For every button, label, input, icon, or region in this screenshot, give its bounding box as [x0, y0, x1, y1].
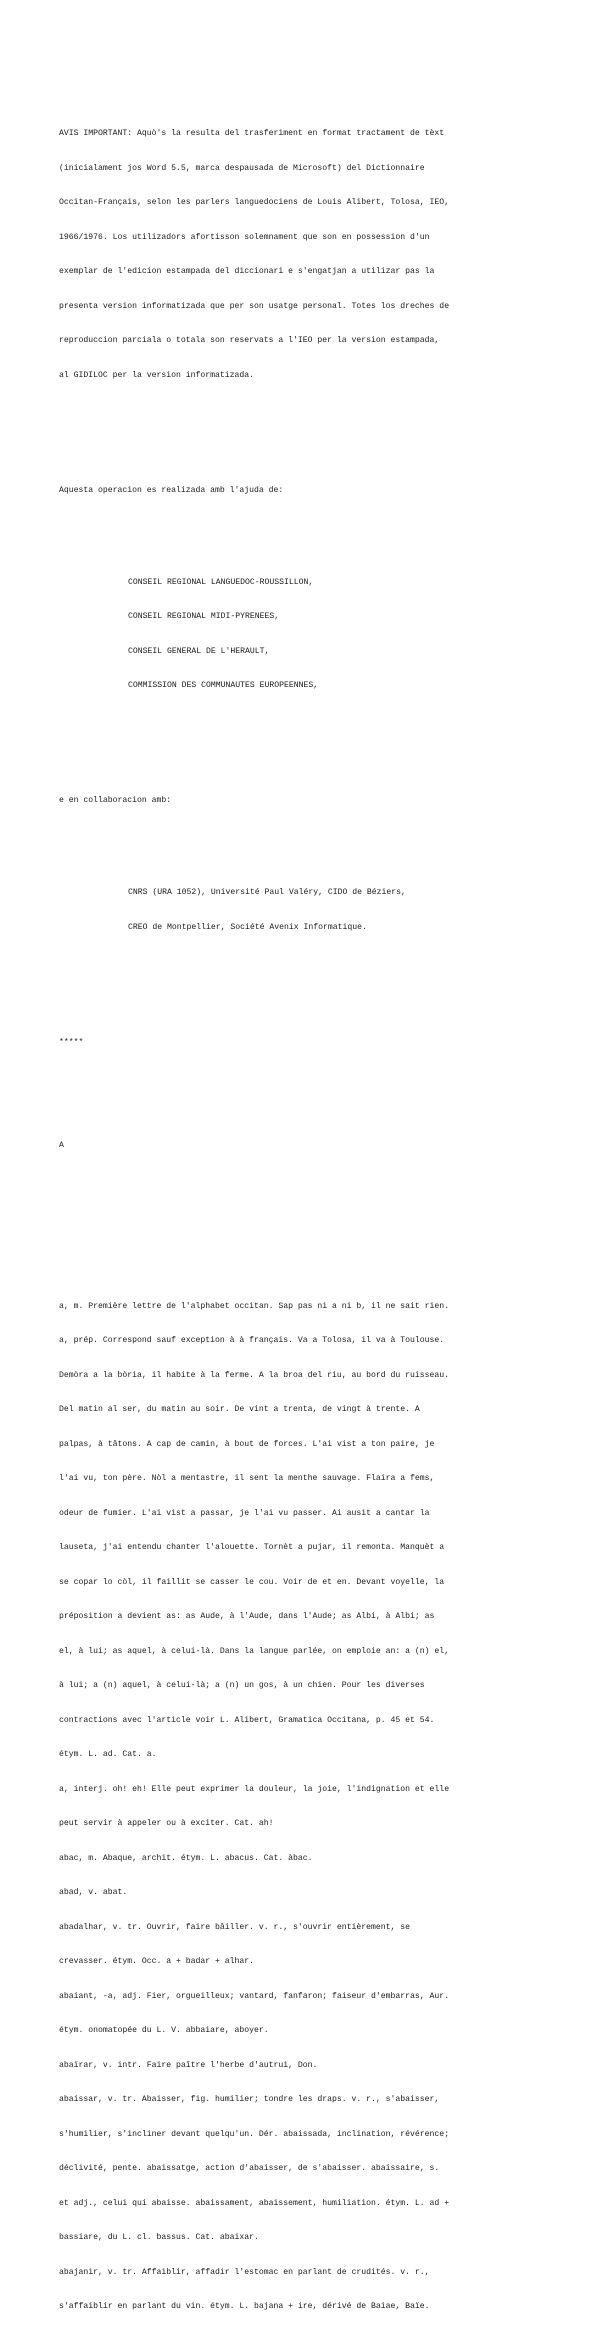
entry-line: l'ai vu, ton père. Nòl a mentastre, il sent la menthe sauvage. Flaira a fems, — [59, 1474, 435, 1483]
important-notice — [59, 105, 559, 404]
assistance-intro: Aquesta operacion es realizada amb l'ajuda de: — [59, 485, 284, 495]
entry-line: a, m. Première lettre de l'alphabet occitan. Sap pas ni a ni b, il ne sait rien. — [59, 1301, 450, 1311]
entry-line: abajanir, v. tr. Affaiblir, affadir l'estomac en parlant de crudités. v. r., — [59, 2267, 430, 2277]
entry-line: Demòra a la bòria, il habite à la ferme. A la broa del riu, au bord du ruisseau. — [59, 1370, 450, 1380]
collaboration-partner: CREO de Montpellier, Société Avenix Informatique. — [128, 922, 367, 932]
entry-line: et adj., celui qui abaisse. abaissament, abaissement, humiliation. étym. L. ad + — [59, 2198, 450, 2208]
notice-line: 1966/1976. Los utilizadors afortisson solemnament que son en possession d'un — [59, 232, 430, 242]
entry-line: abad, v. abat. — [59, 1888, 128, 1897]
assistance-body: COMMISSION DES COMMUNAUTES EUROPEENNES, — [128, 681, 319, 690]
entry-line: a, interj. oh! eh! Elle peut exprimer la douleur, la joie, l'indignation et elle — [59, 1784, 450, 1794]
entry-line: bassiare, du L. cl. bassus. Cat. abaixar. — [59, 2233, 259, 2242]
entry-line: préposition a devient as: as Aude, à l'Aude, dans l'Aude; as Albi, à Albi; as — [59, 1612, 435, 1621]
entry-line: à lui; a (n) aquel, à celui-là; a (n) un gos, à un chien. Pour les diverses — [59, 1681, 425, 1690]
assistance-body: CONSEIL GENERAL DE L'HERAULT, — [128, 646, 270, 656]
entry-line: a, prép. Correspond sauf exception à à français. Va a Tolosa, il va à Toulouse. — [59, 1336, 445, 1345]
entry-line: peut servir à appeler ou à exciter. Cat. ah! — [59, 1819, 274, 1828]
dictionary-entries — [59, 1278, 559, 2336]
entry-line: contractions avec l'article voir L. Alibert, Gramatica Occitana, p. 45 et 54. — [59, 1715, 435, 1725]
notice-line: AVIS IMPORTANT: Aquò's la resulta del trasferiment en format tractament de tèxt — [59, 129, 445, 138]
entry-line: s'humilier, s'incliner devant quelqu'un. Dér. abaissada, inclination, révérence; — [59, 2129, 450, 2139]
assistance-body: CONSEIL REGIONAL LANGUEDOC-ROUSSILLON, — [128, 577, 314, 587]
entry-line: se copar lo còl, il faillit se casser le cou. Voir de et en. Devant voyelle, la — [59, 1577, 445, 1587]
entry-line: abac, m. Abaque, archit. étym. L. abacus. Cat. àbac. — [59, 1853, 313, 1863]
document-page — [59, 82, 559, 2347]
entry-line: palpas, à tâtons. A cap de camin, à bout de forces. L'ai vist a ton paire, je — [59, 1439, 435, 1449]
entry-line: abaissar, v. tr. Abaisser, fig. humilier; tondre les draps. v. r., s'abaisser, — [59, 2095, 440, 2104]
separator: ***** — [59, 1037, 84, 1047]
section-letter-heading: A — [59, 1141, 64, 1150]
assistance-body: CONSEIL REGIONAL MIDI-PYRENEES, — [128, 612, 280, 621]
entry-line: abadalhar, v. tr. Ouvrir, faire bâiller. v. r., s'ouvrir entièrement, se — [59, 1922, 411, 1932]
notice-line: (inicialament jos Word 5.5, marca despausada de Microsoft) del Dictionnaire — [59, 163, 425, 173]
entry-line: el, à lui; as aquel, à celui-là. Dans la langue parlée, on emploie an: a (n) el, — [59, 1646, 450, 1656]
notice-line: Occitan-Français, selon les parlers languedociens de Louis Alibert, Tolosa, IEO, — [59, 198, 450, 207]
entry-line: déclivité, pente. abaissatge, action d'abaisser, de s'abaisser. abaissaire, s. — [59, 2164, 440, 2173]
notice-line: al GIDILOC per la version informatizada. — [59, 370, 255, 380]
entry-line: lauseta, j'ai entendu chanter l'alouette. Tornèt a pujar, il remonta. Manquèt a — [59, 1543, 445, 1552]
assistance-bodies-list — [59, 554, 559, 715]
entry-line: odeur de fumier. L'ai vist a passar, je l'ai vu passer. Ai ausit a cantar la — [59, 1508, 430, 1518]
entry-line: Del matin al ser, du matin au soir. De vint a trenta, de vingt à trente. A — [59, 1405, 420, 1414]
entry-line: crevasser. étym. Occ. a + badar + alhar. — [59, 1957, 255, 1966]
entry-line: étym. onomatopée du L. V. abbaiare, aboyer. — [59, 2026, 269, 2035]
collaboration-partner: CNRS (URA 1052), Université Paul Valéry, CIDO de Béziers, — [128, 888, 406, 897]
collaboration-intro: e en collaboracion amb: — [59, 796, 172, 805]
entry-line: s'affaiblir en parlant du vin. étym. L. bajana + ire, dérivé de Baiae, Baïe. — [59, 2302, 430, 2311]
collaboration-partners-list — [59, 864, 559, 956]
notice-line: reproduccion parciala o totala son reservats a l'IEO per la version estampada, — [59, 336, 440, 345]
notice-line: presenta version informatizada que per son usatge personal. Totes los dreches de — [59, 301, 450, 311]
notice-line: exemplar de l'edicion estampada del diccionari e s'engatjan a utilizar pas la — [59, 267, 435, 276]
entry-line: étym. L. ad. Cat. a. — [59, 1750, 157, 1759]
entry-line: abaiant, -a, adj. Fier, orgueilleux; vantard, fanfaron; faiseur d'embarras, Aur. — [59, 1991, 450, 2001]
entry-line: abaïrar, v. intr. Faire paître l'herbe d'autrui, Don. — [59, 2060, 318, 2070]
